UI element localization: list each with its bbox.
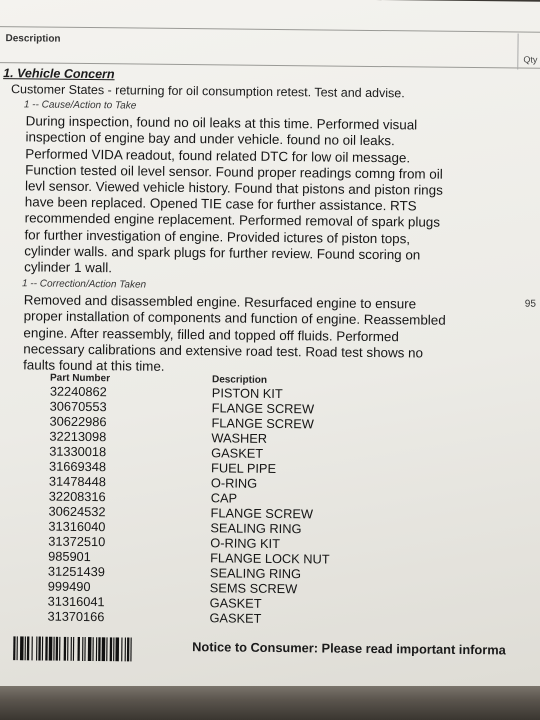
barcode-bar bbox=[20, 636, 24, 660]
part-description-cell: FLANGE SCREW bbox=[211, 400, 315, 417]
part-number-cell: 30622986 bbox=[49, 413, 107, 430]
barcode-bar bbox=[106, 637, 107, 661]
barcode-bar bbox=[36, 636, 37, 660]
part-number-cell: 31372510 bbox=[48, 533, 106, 550]
part-number-cell: 31316041 bbox=[47, 593, 105, 610]
part-description-cell: FLANGE SCREW bbox=[210, 505, 314, 522]
barcode-bar bbox=[27, 636, 30, 660]
barcode-bar bbox=[13, 636, 16, 660]
text-line: inspection of engine bay and under vehicle. found no oil leaks. bbox=[25, 129, 395, 149]
text-line: proper installation of components and function of engine. Reassembled bbox=[23, 308, 446, 329]
parts-table-body bbox=[47, 384, 331, 627]
qty-column-divider bbox=[517, 33, 518, 69]
part-number-header: Part Number bbox=[49, 372, 111, 385]
barcode-bar bbox=[25, 636, 26, 660]
barcode-bar bbox=[82, 637, 83, 661]
correction-label: 1 -- Correction/Action Taken bbox=[21, 278, 147, 291]
text-line: for further investigation of engine. Provided ictures of piston tops, bbox=[24, 226, 411, 246]
barcode-bar bbox=[130, 637, 131, 661]
part-description-cell: FLANGE SCREW bbox=[211, 415, 315, 432]
parts-table bbox=[47, 373, 331, 627]
barcode-bar bbox=[77, 637, 80, 661]
barcode-bar bbox=[115, 637, 119, 661]
correction-text bbox=[23, 293, 446, 378]
part-number-cell: 32208316 bbox=[48, 488, 106, 505]
part-description-cell: CAP bbox=[210, 490, 238, 506]
background-surface bbox=[0, 686, 540, 720]
text-line: cylinder walls. and spark plugs for further review. Found scoring on bbox=[24, 243, 421, 263]
header-top-rule bbox=[0, 26, 540, 33]
customer-statement: Customer States - returning for oil consumption retest. Test and advise. bbox=[10, 82, 405, 101]
part-description-cell: SEMS SCREW bbox=[209, 580, 298, 597]
text-line: levl sensor. Viewed vehicle history. Found that pistons and piston rings bbox=[24, 178, 443, 198]
text-line: During inspection, found no oil leaks at this time. Performed visual bbox=[25, 113, 418, 133]
consumer-notice: Notice to Consumer: Please read important informa bbox=[192, 639, 506, 658]
barcode-bar bbox=[73, 637, 74, 661]
barcode bbox=[13, 636, 169, 662]
table-row bbox=[47, 609, 329, 627]
barcode-bar bbox=[92, 637, 93, 661]
cause-section bbox=[24, 97, 444, 280]
part-number-cell: 31316040 bbox=[48, 518, 106, 535]
part-description-cell: FLANGE LOCK NUT bbox=[210, 550, 330, 567]
barcode-bar bbox=[42, 637, 43, 661]
barcode-bar bbox=[96, 637, 97, 661]
text-line: faults found at this time. bbox=[23, 357, 165, 374]
qty-column-header: Qty bbox=[523, 54, 538, 65]
part-description-cell: O-RING KIT bbox=[210, 535, 281, 552]
barcode-bar bbox=[88, 637, 92, 661]
text-line: Removed and disassembled engine. Resurfaced engine to ensure bbox=[23, 292, 417, 312]
part-number-cell: 30624532 bbox=[48, 503, 106, 520]
qty-value: 95 bbox=[524, 298, 536, 310]
text-line: engine. After reassembly, filled and topped off fluids. Performed bbox=[23, 324, 399, 344]
barcode-bar bbox=[38, 637, 41, 661]
barcode-bar bbox=[110, 637, 113, 661]
barcode-bar bbox=[125, 637, 126, 661]
barcode-bar bbox=[31, 636, 32, 660]
barcode-bar bbox=[98, 637, 101, 661]
part-number-cell: 31330018 bbox=[49, 443, 107, 460]
part-description-cell: PISTON KIT bbox=[211, 385, 283, 402]
barcode-bar bbox=[64, 637, 67, 661]
part-description-cell: GASKET bbox=[211, 445, 264, 461]
description-column-header: Description bbox=[5, 33, 61, 45]
part-number-cell: 999490 bbox=[47, 578, 91, 595]
part-number-cell: 32213098 bbox=[49, 428, 107, 445]
part-number-cell: 32240862 bbox=[49, 383, 107, 400]
part-number-cell: 31251439 bbox=[47, 563, 105, 580]
part-description-header: Description bbox=[211, 374, 268, 386]
text-line: recommended engine replacement. Performed removal of spark plugs bbox=[24, 210, 441, 231]
barcode-bar bbox=[121, 637, 122, 661]
barcode-bar bbox=[49, 637, 53, 661]
section-title: 1. Vehicle Concern bbox=[3, 66, 115, 82]
barcode-bar bbox=[16, 636, 17, 660]
part-description-cell: WASHER bbox=[211, 430, 268, 446]
correction-section bbox=[23, 276, 446, 378]
barcode-bar bbox=[67, 637, 68, 661]
barcode-bar bbox=[113, 637, 114, 661]
barcode-bar bbox=[45, 637, 48, 661]
barcode-bar bbox=[53, 637, 54, 661]
barcode-bar bbox=[71, 637, 72, 661]
part-description-cell: SEALING RING bbox=[210, 520, 302, 537]
text-line: Function tested oil level sensor. Found proper readings comng from oil bbox=[25, 162, 443, 182]
part-description-cell: SEALING RING bbox=[209, 565, 302, 582]
cause-text bbox=[24, 114, 444, 280]
barcode-bar bbox=[127, 637, 130, 661]
text-line: necessary calibrations and extensive road test. Road test shows no bbox=[23, 341, 424, 361]
barcode-bar bbox=[84, 637, 85, 661]
part-number-cell: 31370166 bbox=[47, 608, 105, 625]
text-line: cylinder 1 wall. bbox=[24, 259, 113, 276]
cause-label: 1 -- Cause/Action to Take bbox=[23, 99, 137, 112]
part-number-cell: 31669348 bbox=[49, 458, 107, 475]
part-number-cell: 985901 bbox=[48, 548, 91, 565]
part-description-cell: GASKET bbox=[209, 610, 262, 626]
part-description-cell: FUEL PIPE bbox=[210, 460, 277, 476]
barcode-bar bbox=[102, 637, 106, 661]
part-description-cell: GASKET bbox=[209, 595, 262, 611]
part-number-cell: 30670553 bbox=[49, 398, 107, 415]
text-line: Performed VIDA readout, found related DTC for low oil message. bbox=[25, 145, 411, 165]
barcode-bar bbox=[56, 637, 59, 661]
barcode-bar bbox=[59, 637, 60, 661]
part-number-cell: 31478448 bbox=[48, 473, 106, 490]
text-line: have been replaced. Opened TIE case for further assistance. RTS bbox=[24, 194, 417, 214]
part-description-cell: O-RING bbox=[210, 475, 258, 491]
